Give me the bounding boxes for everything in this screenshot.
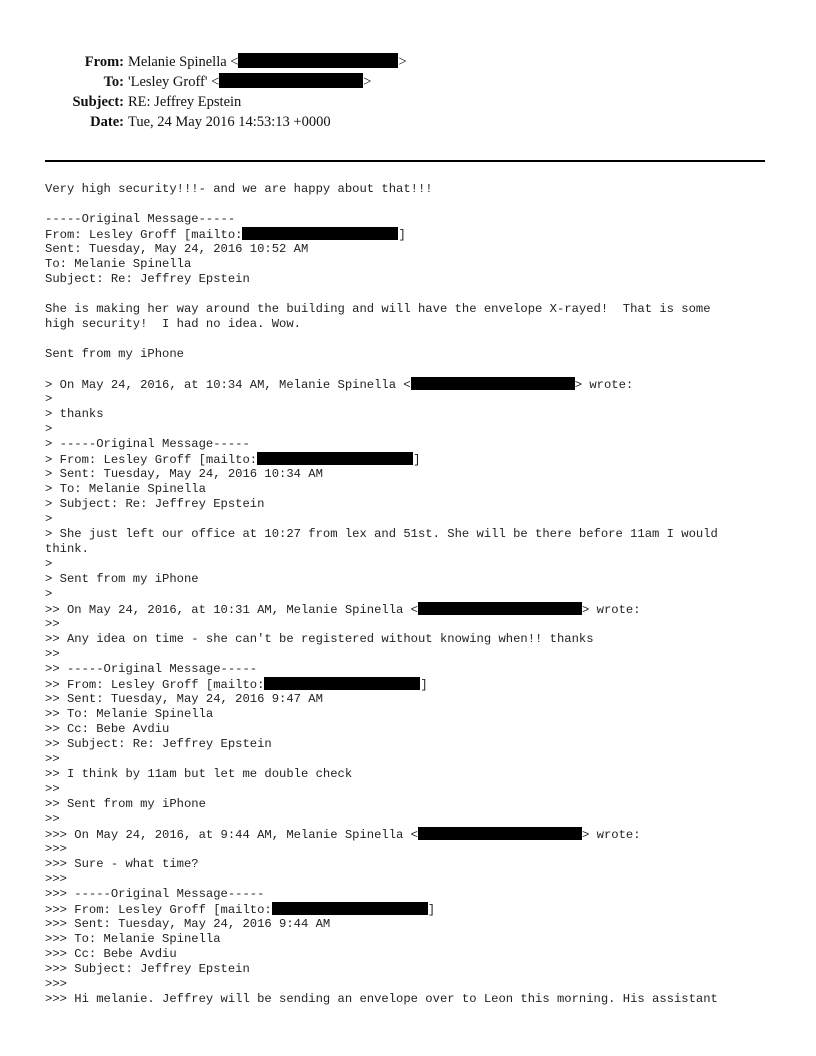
body-line: >>> <box>45 977 67 991</box>
line-text: >>> On May 24, 2016, at 9:44 AM, Melanie Spinella < <box>45 828 418 842</box>
line-text: > On May 24, 2016, at 10:34 AM, Melanie Spinella < <box>45 378 411 392</box>
body-line: >>> To: Melanie Spinella <box>45 932 221 946</box>
redaction-bar <box>411 377 575 390</box>
body-line: > She just left our office at 10:27 from lex and 51st. She will be there before 11am I would <box>45 527 718 541</box>
email-header <box>0 52 816 132</box>
body-line: >> <box>45 752 60 766</box>
line-text: ] <box>413 453 421 467</box>
date-row <box>0 112 816 132</box>
body-line: > Sent: Tuesday, May 24, 2016 10:34 AM <box>45 467 323 481</box>
body-line: >> Any idea on time - she can't be registered without knowing when!! thanks <box>45 632 594 646</box>
from-label: From: <box>84 54 124 70</box>
subject-label: Subject: <box>72 94 124 110</box>
line-text: ] <box>420 678 428 692</box>
redaction-bar <box>418 602 582 615</box>
line-text: > wrote: <box>582 603 641 617</box>
body-line: >>> <box>45 842 67 856</box>
body-line: >>> Cc: Bebe Avdiu <box>45 947 177 961</box>
body-line <box>45 602 775 617</box>
subject-value: RE: Jeffrey Epstein <box>128 94 242 110</box>
body-line <box>45 902 775 917</box>
body-line: > -----Original Message----- <box>45 437 250 451</box>
body-line: >> <box>45 647 60 661</box>
body-line: To: Melanie Spinella <box>45 257 192 271</box>
date-label: Date: <box>90 114 124 130</box>
redaction-bar <box>257 452 413 465</box>
body-line: Sent: Tuesday, May 24, 2016 10:52 AM <box>45 242 309 256</box>
body-line <box>45 827 775 842</box>
body-line: Very high security!!!- and we are happy about that!!! <box>45 182 433 196</box>
header-divider <box>45 160 765 162</box>
body-line: >> Cc: Bebe Avdiu <box>45 722 170 736</box>
body-line: >> To: Melanie Spinella <box>45 707 214 721</box>
body-line: >> Subject: Re: Jeffrey Epstein <box>45 737 272 751</box>
body-line: > <box>45 512 53 526</box>
line-text: >> On May 24, 2016, at 10:31 AM, Melanie Spinella < <box>45 603 418 617</box>
redaction-bar <box>242 227 398 240</box>
body-line: >>> Sent: Tuesday, May 24, 2016 9:44 AM <box>45 917 331 931</box>
body-line: >>> Hi melanie. Jeffrey will be sending an envelope over to Leon this morning. His assistant <box>45 992 718 1006</box>
body-line: > To: Melanie Spinella <box>45 482 206 496</box>
body-line: >>> Sure - what time? <box>45 857 199 871</box>
body-line: > Subject: Re: Jeffrey Epstein <box>45 497 265 511</box>
body-line <box>45 227 775 242</box>
body-line: She is making her way around the building and will have the envelope X-rayed! That is some <box>45 302 711 316</box>
line-text: >> From: Lesley Groff [mailto: <box>45 678 265 692</box>
body-line: think. <box>45 542 89 556</box>
body-line: >> I think by 11am but let me double check <box>45 767 353 781</box>
body-line <box>45 677 775 692</box>
from-row <box>0 52 816 72</box>
blank-line <box>45 332 775 347</box>
blank-line <box>45 287 775 302</box>
body-line: > <box>45 587 53 601</box>
body-line: >> -----Original Message----- <box>45 662 258 676</box>
redaction-bar <box>264 677 420 690</box>
body-line: Subject: Re: Jeffrey Epstein <box>45 272 250 286</box>
subject-row <box>0 92 816 112</box>
body-line: > <box>45 557 53 571</box>
line-text: From: Lesley Groff [mailto: <box>45 228 243 242</box>
blank-line <box>45 197 775 212</box>
redaction-bar <box>238 53 398 68</box>
redaction-bar <box>418 827 582 840</box>
line-text: > wrote: <box>574 378 634 392</box>
body-line: >> Sent from my iPhone <box>45 797 206 811</box>
body-line: >> <box>45 782 60 796</box>
body-line <box>45 452 775 467</box>
body-line: > thanks <box>45 407 104 421</box>
redaction-bar <box>272 902 428 915</box>
redaction-bar <box>219 73 363 88</box>
body-line: >> <box>45 812 60 826</box>
body-line: > <box>45 422 53 436</box>
blank-line <box>45 362 775 377</box>
body-line: Sent from my iPhone <box>45 347 184 361</box>
date-value: Tue, 24 May 2016 14:53:13 +0000 <box>128 114 331 130</box>
line-text: > wrote: <box>582 828 641 842</box>
body-line: -----Original Message----- <box>45 212 236 226</box>
line-text: ] <box>427 903 436 917</box>
body-line: > Sent from my iPhone <box>45 572 199 586</box>
body-line: high security! I had no idea. Wow. <box>45 317 301 331</box>
to-label: To: <box>103 74 124 90</box>
line-text: >>> From: Lesley Groff [mailto: <box>45 903 272 917</box>
to-row <box>0 72 816 92</box>
body-line <box>45 377 775 392</box>
line-text: > From: Lesley Groff [mailto: <box>45 453 258 467</box>
body-line: >>> -----Original Message----- <box>45 887 265 901</box>
body-line: >>> <box>45 872 67 886</box>
close-bracket: > <box>398 54 407 70</box>
body-line: >> <box>45 617 60 631</box>
body-line: >>> Subject: Jeffrey Epstein <box>45 962 250 976</box>
to-value: 'Lesley Groff' < <box>128 74 220 90</box>
body-line: > <box>45 392 53 406</box>
line-text: ] <box>398 228 406 242</box>
close-bracket: > <box>363 74 372 90</box>
email-body <box>45 182 775 1007</box>
from-value: Melanie Spinella < <box>128 54 239 70</box>
body-line: >> Sent: Tuesday, May 24, 2016 9:47 AM <box>45 692 323 706</box>
